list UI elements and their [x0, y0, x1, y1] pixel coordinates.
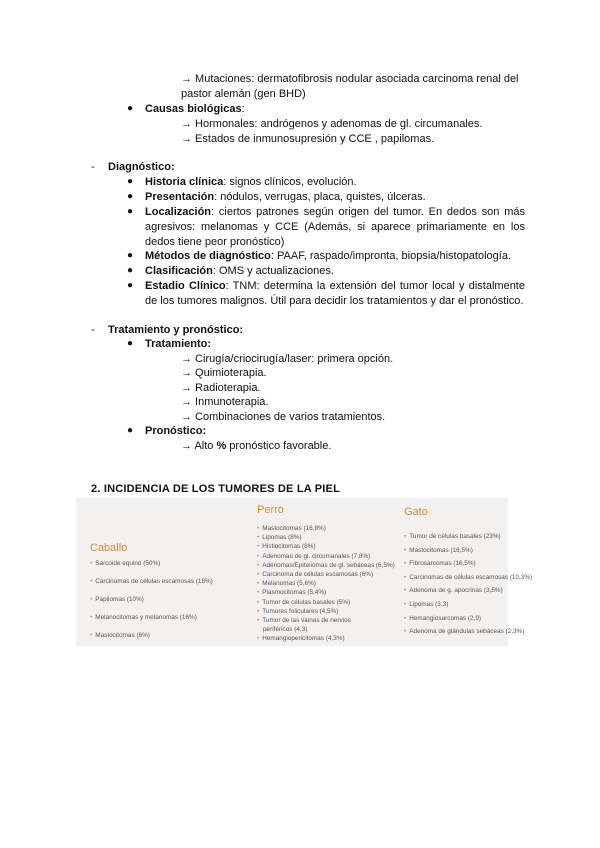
pronostico-sub [145, 424, 206, 438]
gato-item-text: Carcinomas de células escamosas (10,3%) [409, 573, 533, 581]
hormonales-line: → Hormonales: andrógenos y adenomas de gl. circumanales. [181, 118, 483, 130]
gato-item-text: Mastocitomas (16,5%) [409, 546, 473, 554]
perro-item-text: Carcinoma de células escamosas (6%) [262, 571, 374, 578]
bullet-icon: ● [127, 176, 134, 187]
tratamiento-item: → Quimioterapia. [181, 367, 267, 379]
bullet-icon: • [257, 635, 260, 643]
diagnostico-title [108, 160, 175, 174]
pronostico-pct: % [216, 440, 227, 452]
presentacion-text: : nódulos, verrugas, placa, quistes, úlceras. [214, 191, 426, 203]
caballo-title: Caballo [90, 542, 128, 554]
bullet-icon: • [90, 614, 93, 621]
section-2-heading: 2. INCIDENCIA DE LOS TUMORES DE LA PIEL [91, 483, 341, 495]
bullet-icon: ● [127, 191, 134, 202]
inmunosupresion-line: → Estados de inmunosupresión y CCE , papilomas. [181, 133, 435, 145]
gato-item [404, 560, 476, 568]
bullet-icon: • [90, 578, 93, 585]
bullet-icon: • [257, 534, 260, 542]
caballo-item [90, 614, 197, 622]
gato-item [404, 587, 503, 595]
bullet-icon: • [257, 561, 260, 569]
tratamiento-sub [145, 337, 211, 351]
causas-biologicas-item [145, 102, 245, 116]
caballo-item-text: Sarcoide equino (50%) [95, 560, 161, 567]
perro-item-text: Melanomas (5,6%) [262, 580, 316, 588]
perro-item [257, 543, 316, 551]
gato-item-text: Lipomas (3,3) [409, 601, 449, 608]
perro-item [257, 534, 302, 542]
estadio-item [145, 279, 525, 309]
perro-item [257, 562, 395, 570]
gato-item [404, 533, 501, 541]
bullet-icon: • [257, 617, 260, 624]
caballo-item-text: Papilomas (10%) [95, 596, 144, 603]
tratamiento-item: → Cirugía/criocirugía/laser: primera opción. [181, 353, 394, 365]
bullet-icon: • [404, 628, 407, 636]
pronostico-line [181, 439, 331, 453]
perro-item-text: periféricos (4,3) [263, 626, 308, 634]
bullet-icon: • [404, 601, 407, 608]
historia-label: Historia clínica [145, 176, 224, 188]
bullet-icon: • [404, 614, 407, 622]
perro-item-text: Tumores foliculares (4,5%) [262, 607, 339, 615]
caballo-item [90, 578, 213, 586]
presentacion-item [145, 190, 426, 204]
gato-item-text: Adenoma de glándulas sebáceas (2,3%) [409, 628, 525, 636]
pronostico-label: Pronóstico: [145, 425, 207, 437]
bullet-icon: • [257, 589, 260, 597]
diagnostico-title-text: Diagnóstico: [108, 161, 175, 173]
section-dash: - [91, 324, 95, 336]
perro-item [257, 589, 326, 597]
section-dash: - [91, 161, 95, 173]
metodos-text: : PAAF, raspado/impronta, biopsia/histopatología. [270, 250, 512, 262]
bullet-icon: ● [127, 425, 134, 436]
bullet-icon: • [90, 632, 93, 639]
bullet-icon: ● [127, 103, 134, 114]
bullet-icon: ● [127, 338, 134, 349]
historia-text: : signos clínicos, evolución. [223, 176, 357, 188]
bullet-icon: • [90, 596, 93, 603]
perro-item-text: Mastocitomas (16,8%) [262, 525, 326, 532]
presentacion-label: Presentación [145, 191, 215, 203]
gato-title: Gato [404, 506, 428, 518]
perro-item [257, 635, 345, 643]
causas-biologicas-label: Causas biológicas [145, 103, 242, 115]
estadio-label: Estadio Clínico [145, 280, 226, 292]
bullet-icon: • [257, 580, 260, 588]
perro-item [257, 580, 316, 588]
incidence-figure [76, 498, 533, 646]
localizacion-text: : ciertos patrones según origen del tumor. En dedos son más agresivos: melanomas y CCE (Además, si aparece primariamente en los dedos tiene peor pronóstico) [145, 206, 525, 248]
bullet-icon: • [404, 573, 407, 581]
perro-item [257, 599, 350, 607]
perro-item [257, 571, 373, 579]
perro-item-text: Adenomas/Epiteliomas de gl. sebáceas (6,5%) [262, 561, 395, 569]
caballo-item [90, 596, 144, 604]
tratamiento-item: → Radioterapia. [181, 382, 261, 394]
perro-item [257, 608, 338, 616]
bullet-icon: • [404, 546, 407, 554]
bullet-icon: • [257, 571, 260, 578]
perro-item-text: Tumor de células basales (5%) [262, 598, 351, 606]
gato-item [404, 574, 532, 582]
metodos-label: Métodos de diagnóstico [145, 250, 271, 262]
gato-item [404, 547, 473, 555]
perro-item [257, 626, 307, 634]
clasificacion-text: : OMS y actualizaciones. [212, 265, 334, 277]
caballo-item-text: Melanocitomas y melanomas (16%) [95, 614, 197, 621]
caballo-item [90, 560, 160, 568]
clasificacion-item [145, 264, 334, 278]
tratamiento-item: → Combinaciones de varios tratamientos. [181, 411, 386, 423]
bullet-icon: ● [127, 265, 134, 276]
gato-item-text: Fibrosarcomas (16,5%) [409, 560, 476, 568]
bullet-icon: • [90, 560, 93, 567]
bullet-icon: • [404, 587, 407, 595]
estadio-text: : TNM: determina la extensión del tumor local y distalmente de los tumores malignos. Útil para decidir los tratamientos y dar el pronóstico. [145, 280, 525, 307]
clasificacion-label: Clasificación [145, 265, 213, 277]
bullet-icon: ● [127, 250, 134, 261]
perro-item [257, 617, 351, 625]
metodos-item [145, 249, 511, 263]
bullet-icon: • [257, 598, 260, 606]
perro-item [257, 553, 370, 561]
tratamiento-item: → Inmunoterapia. [181, 396, 269, 408]
gato-item-text: Hemangiosarcomas (2,9) [409, 614, 481, 622]
tratamiento-title [108, 323, 243, 337]
bullet-icon: • [257, 607, 260, 615]
pronostico-post: pronóstico favorable. [226, 440, 332, 452]
bullet-icon: ● [127, 280, 134, 291]
bullet-icon: • [404, 560, 407, 568]
mutaciones-line-2: pastor alemán (gen BHD) [181, 88, 306, 100]
gato-item [404, 615, 481, 623]
caballo-item-text: Carcinomas de células escamosas (18%) [95, 578, 213, 585]
bullet-icon: • [257, 525, 260, 532]
causas-biologicas-colon: : [241, 103, 245, 115]
tratamiento-title-text: Tratamiento y pronóstico: [108, 324, 244, 336]
perro-item-text: Plasmocitomas (5,4%) [262, 589, 327, 597]
perro-item-text: Hemangiopericitomas (4,3%) [262, 635, 345, 643]
perro-item-text: Tumor de las vainas de nervios [262, 617, 351, 624]
perro-item-text: Histiocitomas (8%) [262, 543, 316, 551]
localizacion-item [145, 205, 525, 250]
gato-item [404, 601, 448, 609]
bullet-icon: • [257, 543, 260, 551]
localizacion-label: Localización [145, 206, 212, 218]
mutaciones-line-1: → Mutaciones: dermatofibrosis nodular asociada carcinoma renal del [181, 73, 519, 85]
pronostico-pre: → Alto [181, 440, 217, 452]
perro-item [257, 525, 326, 533]
gato-item-text: Adenoma de g. apocrinas (3,5%) [409, 587, 503, 595]
gato-item-text: Tumor de células basales (23%) [409, 533, 501, 540]
historia-item [145, 175, 357, 189]
perro-item-text: Adenomas de gl. circumanales (7,8%) [262, 552, 371, 560]
tratamiento-sub-label: Tratamiento: [145, 338, 212, 350]
bullet-icon: ● [127, 206, 134, 217]
caballo-item [90, 632, 150, 640]
gato-item [404, 628, 524, 636]
caballo-item-text: Mastocitomas (6%) [95, 632, 150, 639]
bullet-icon: • [257, 552, 260, 560]
perro-title: Perro [257, 504, 284, 516]
perro-item-text: Lipomas (8%) [262, 534, 302, 542]
bullet-icon: • [404, 533, 407, 540]
